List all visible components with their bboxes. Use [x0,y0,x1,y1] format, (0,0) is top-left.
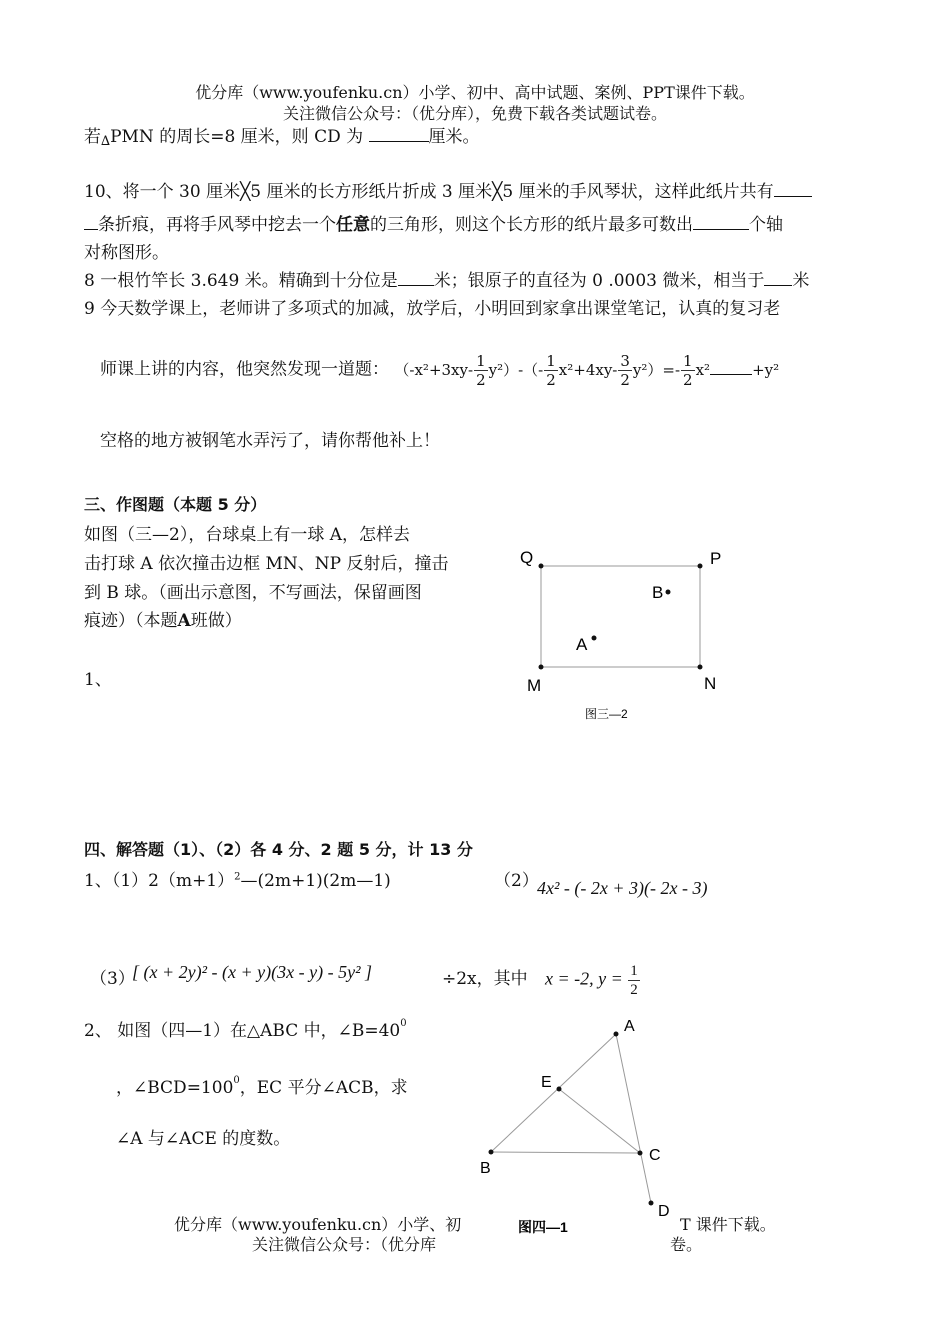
answer-blank [764,285,792,286]
q2-line-1 [84,1016,407,1041]
q10-line-3: 对称图形。 [84,243,169,263]
p1-exponent: 2 [234,871,241,883]
label-e: E [541,1074,552,1091]
label-m: M [527,676,542,695]
fraction-4 [681,352,695,389]
p3-fraction-den: 2 [630,982,638,998]
p2-expression: 4x² - (- 2x + 3)(- 2x - 3) [537,878,708,898]
billiard-figure [500,535,740,725]
figure-caption: 图四—1 [518,1219,568,1235]
answer-blank [774,196,812,197]
point-a-dot [614,1032,619,1037]
q9-expression [394,352,780,389]
q10-line-2 [84,210,783,235]
answer-blank [84,229,98,230]
label-n: N [704,674,717,693]
q2-degree-1: 0 [400,1018,407,1029]
fraction-3-num: 3 [620,352,630,370]
s3-item-1: 1、 [84,670,112,690]
answer-blank [710,374,752,375]
s3-line-1: 如图（三—2），台球桌上有一球 A，怎样去 [84,525,410,545]
footer-line-2b: 卷。 [670,1235,703,1254]
point-m-dot [539,665,544,670]
segment-bc [491,1152,640,1153]
question-pmn [84,122,480,149]
footer-line-1a: 优分库（www.youfenku.cn）小学、初 [174,1215,462,1234]
s4-problem-1 [84,866,391,891]
q10-line-1 [84,177,812,202]
fraction-3-den: 2 [620,371,630,389]
q10-text-2a: 条折痕，再将手风琴中挖去一个 [98,215,336,235]
q9-line-2 [100,352,779,389]
answer-blank [693,229,749,230]
label-d: D [658,1203,670,1220]
p1-text-a: 1、（1）2（m+1） [84,871,235,891]
s3-line-2: 击打球 A 依次撞击边框 MN、NP 反射后，撞击 [84,554,449,574]
fraction-2 [544,352,558,389]
figure-caption: 图三—2 [585,707,628,721]
q8-text-a: 8 一根竹竿长 3.649 米。精确到十分位是 [84,271,398,291]
fraction-4-num: 1 [683,352,693,370]
q8-text-c: 米 [792,271,810,291]
label-c: C [649,1147,661,1164]
footer-line-2a: 关注微信公众号：（优分库 [252,1235,437,1254]
s3-line-4b: A [177,611,191,631]
triangle-figure [470,1010,690,1235]
expr-part-e: x² [695,360,711,379]
pmn-text: PMN 的周长=8 厘米，则 CD 为 [110,127,364,147]
p3-division: ÷2x，其中 [442,969,528,989]
fraction-1 [474,352,488,389]
fraction-1-num: 1 [476,352,486,370]
q10-text-1: 10、将一个 30 厘米╳5 厘米的长方形纸片折成 3 厘米╳5 厘米的手风琴状，这样此纸片共有 [84,182,774,202]
s3-line-4 [84,606,242,631]
q10-text-2c: 个轴 [749,215,783,235]
q2-text-2a: ，∠BCD=100 [116,1078,234,1098]
q2-text-1: 2、 如图（四—1）在△ABC 中，∠B=40 [84,1021,401,1041]
header-line-2: 关注微信公众号：（优分库），免费下载各类试题试卷。 [282,104,667,123]
footer-line-1b: T 课件下载。 [680,1215,776,1234]
label-a: A [624,1018,635,1035]
p1-text-b: —(2m+1)(2m—1) [240,871,391,891]
s3-line-3: 到 B 球。（画出示意图，不写画法，保留画图 [84,583,422,603]
point-p-dot [698,564,703,569]
answer-blank [398,285,434,286]
expr-part-f: +y² [752,360,780,379]
q8-line [84,266,809,291]
point-c-dot [638,1151,643,1156]
s3-line-4c: 班做） [190,611,242,631]
expr-part-a: （-x²+3xy- [394,360,474,379]
q2-degree-2: 0 [233,1075,240,1086]
fraction-3 [618,352,632,389]
pmn-prefix: 若 [84,127,101,147]
label-b: B [652,583,664,602]
q8-text-b: 米；银原子的直径为 0 .0003 微米，相当于 [433,271,765,291]
fraction-2-den: 2 [546,371,556,389]
q2-line-2 [116,1073,408,1098]
expr-part-c: x²+4xy- [558,360,618,379]
pmn-suffix: 厘米。 [428,127,480,147]
expr-part-b: y²）-（- [488,360,544,379]
label-p: P [710,549,722,568]
p2-label: （2） [494,871,539,891]
p3-expression: [ (x + 2y)² - (x + y)(3x - y) - 5y² ] [132,962,372,982]
segment-ad [616,1034,651,1203]
section-3-title: 三、作图题（本题 5 分） [84,495,267,514]
q2-text-2b: ，EC 平分∠ACB，求 [239,1078,408,1098]
point-e-dot [557,1087,562,1092]
ball-a-dot [592,636,597,641]
label-b: B [480,1160,491,1177]
p3-label: （3） [90,969,135,989]
p3-condition-text: x = -2, y = [545,968,623,989]
fraction-1-den: 2 [476,371,486,389]
q9-prefix: 师课上讲的内容，他突然发现一道题： [100,359,389,380]
q10-emphasis: 任意 [336,215,370,235]
q9-line-1: 9 今天数学课上，老师讲了多项式的加减，放学后，小明回到家拿出课堂笔记，认真的复习老 [84,299,781,319]
p3-fraction [628,962,640,999]
s3-line-4a: 痕迹）（本题 [84,611,178,631]
fraction-4-den: 2 [683,371,693,389]
point-q-dot [539,564,544,569]
label-a: A [576,635,588,654]
segment-ec [559,1089,640,1153]
expr-part-d: y²）=- [632,360,681,379]
billiard-table-rect [541,566,700,667]
point-d-dot [649,1201,654,1206]
header-line-1: 优分库（www.youfenku.cn）小学、初中、高中试题、案例、PPT课件下载。 [195,83,755,102]
p3-fraction-num: 1 [630,963,638,979]
q9-line-3: 空格的地方被钢笔水弄污了，请你帮他补上！ [100,431,440,451]
answer-blank [369,141,429,142]
triangle-symbol: ∆ [101,134,111,149]
q10-text-2b: 的三角形，则这个长方形的纸片最多可数出 [370,215,693,235]
point-b-dot [489,1150,494,1155]
label-q: Q [520,548,534,567]
p3-condition [545,962,641,999]
section-4-title: 四、解答题（1）、（2）各 4 分、2 题 5 分，计 13 分 [84,840,473,859]
segment-ab [491,1034,616,1152]
q2-line-3: ∠A 与∠ACE 的度数。 [116,1129,291,1149]
point-n-dot [698,665,703,670]
ball-b-dot [666,590,671,595]
fraction-2-num: 1 [546,352,556,370]
